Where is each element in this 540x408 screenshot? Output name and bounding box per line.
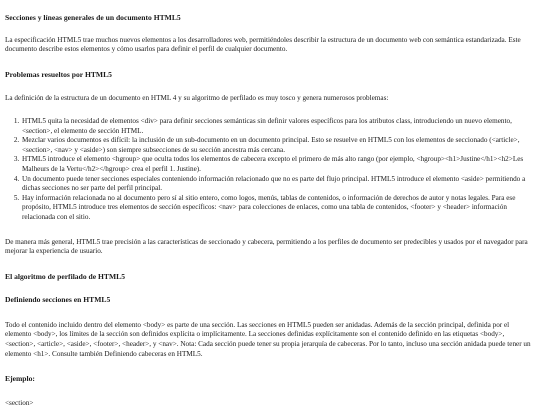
defining-sections-paragraph: Todo el contenido incluido dentro del elemento <body> es parte de una sección. Las secciones en HTML5 pueden ser anidadas. Además de la sección principal, definida por el elemento <body>, los límites de la sección son definidos explícita o implícitamente. La secciones definidas explícitamente son el contenido definido en las etiquetas <body>, <section>, <article>, <aside>, <footer>, <header>, y <nav>. Nota: Cada sección puede tener su propia jerarquía de cabeceras. Por lo tanto, incluso una sección anidada puede tener un elemento <h1>. Consulte también Definiendo cabeceras en HTML5. (5, 320, 531, 358)
problems-intro-paragraph: La definición de la estructura de un documento en HTML 4 y su algoritmo de perfilado es muy tosco y genera numerosos problemas: (5, 94, 389, 103)
problems-heading: Problemas resueltos por HTML5 (5, 69, 112, 79)
list-item: 3. HTML5 introduce el elemento <hgroup> que oculta todos los elementos de cabecera excepto el primero de más alto rango (por ejemplo, <hgroup><h1>Justine</h1><h2>Les Malheurs de la Vertu</h2></hgroup> crea el perfil 1. Justine). (21, 155, 535, 174)
intro-paragraph: La especificación HTML5 trae muchos nuevos elementos a los desarrolladores web, permitiéndoles describir la estructura de un documento web con semántica estandarizada. Este documento describe estos elementos y cómo usarlos para definir el perfil de cualquier documento. (5, 35, 521, 54)
general-paragraph: De manera más general, HTML5 trae precisión a las características de seccionado y cabecera, permitiendo a los perfiles de documento ser predecibles y usados por el navegador para mejorar la experiencia de usuario. (5, 237, 528, 256)
defining-sections-heading: Definiendo secciones en HTML5 (5, 295, 111, 305)
example-heading: Ejemplo: (5, 374, 35, 384)
example-code: <section> (5, 398, 34, 407)
list-item: 2. Mezclar varios documentos es difícil: la inclusión de un sub-documento en un documento principal. Esto se resuelve en HTML5 con los elementos de seccionado (<article>, <section>, <nav> y <aside>) son siempre subsecciones de su sección ancestra más cercana. (21, 136, 535, 155)
list-item: 5. Hay información relacionada no al documento pero sí al sitio entero, como logos, menús, tablas de contenidos, o información de derechos de autor y notas legales. Para ese propósito, HTML5 introduce tres elementos de sección específicos: <nav> para colecciones de enlaces, como una tabla de contenidos, <footer> y <header> información relacionada con el sitio. (21, 194, 535, 223)
problems-list (5, 117, 535, 223)
algorithm-heading: El algoritmo de perfilado de HTML5 (5, 271, 126, 281)
page-title: Secciones y líneas generales de un documento HTML5 (5, 13, 181, 22)
list-item: 4. Un documento puede tener secciones especiales conteniendo información relacionado que no es parte del flujo principal. HTML5 introduce el elemento <aside> permitiendo a dichas secciones no ser parte del perfil principal. (21, 175, 535, 194)
list-item: 1. HTML5 quita la necesidad de elementos <div> para definir secciones semánticas sin definir valores específicos para los atributos class, introduciendo un nuevo elemento, <section>, el elemento de sección HTML. (21, 117, 535, 136)
